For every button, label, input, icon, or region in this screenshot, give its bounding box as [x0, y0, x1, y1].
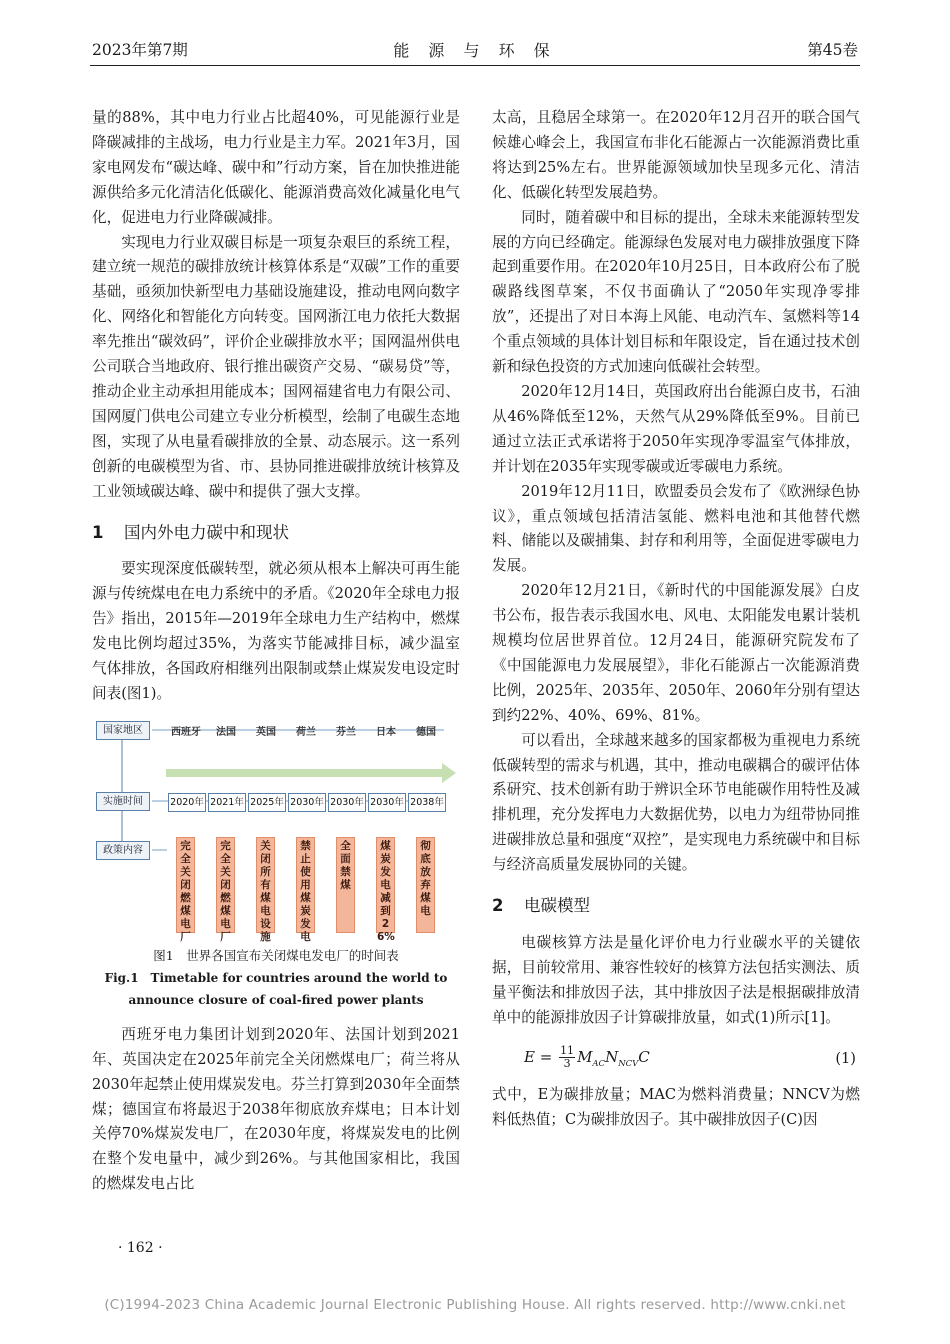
year-box: 2030年	[368, 793, 406, 812]
eq-lhs: E =	[524, 1047, 558, 1066]
paragraph: 可以看出，全球越来越多的国家都极为重视电力系统低碳转型的需求与机遇，其中，推动电碳耦合的碳评估体系研究、技术创新有助于辨识全环节电能碳作用特性及减排机理，充分发挥电力大数据优势，以电力为纽带协同推进碳排放总量和强度“双控”，是实现电力系统碳中和目标与经济高质量发展协同的关键。	[492, 731, 860, 874]
paragraph: 量的88%，其中电力行业占比超40%，可见能源行业是降碳减排的主战场，电力行业是主力军。2021年3月，国家电网发布“碳达峰、碳中和”行动方案，旨在加快推进能源供给多元化清洁化低碳化、能源消费高效化减量化电气化，促进电力行业降碳减排。	[92, 109, 460, 226]
country-label: 日本	[376, 726, 396, 738]
journal-issue: 2023年第7期	[92, 41, 188, 59]
eq-n: N	[605, 1047, 619, 1066]
paragraph: 太高，且稳居全球第一。在2020年12月召开的联合国气候雄心峰会上，我国宣布非化石能源占一次能源消费比重将达到25%左右。世界能源领域加快呈现多元化、清洁化、低碳化转型发展趋势。	[492, 109, 860, 201]
paragraph: 要实现深度低碳转型，就必须从根本上解决可再生能源与传统煤电在电力系统中的矛盾。《2020年全球电力报告》指出，2015年—2019年全球电力生产结构中，燃煤发电比例均超过35%，为落实节能减排目标，减少温室气体排放，各国政府相继列出限制或禁止煤炭发电设定时间表(图1)。	[92, 560, 460, 702]
policy-box: 关闭所有煤电设施	[256, 837, 275, 933]
year-box: 2025年	[248, 793, 286, 812]
country-label: 法国	[216, 726, 236, 738]
row-label-country: 国家地区	[96, 721, 150, 740]
equation-number: (1)	[835, 1049, 856, 1067]
year-box: 2030年	[328, 793, 366, 812]
country-label: 德国	[416, 726, 436, 738]
eq-m-sub: AC	[592, 1058, 606, 1069]
section-number: 2	[492, 896, 504, 916]
policy-box: 完全关闭燃煤电厂	[216, 837, 235, 933]
paragraph: 式中，E为碳排放量；MAC为燃料消费量；NNCV为燃料低热值；C为碳排放因子。其中碳排放因子(C)因	[492, 1085, 860, 1128]
country-label: 芬兰	[336, 726, 356, 738]
policy-box: 煤炭发电减到26%	[376, 837, 395, 933]
figure-lines	[92, 717, 460, 939]
figure-1	[92, 717, 460, 943]
eq-numerator: 11	[560, 1044, 575, 1058]
country-label: 西班牙	[171, 726, 201, 738]
country-label: 英国	[256, 726, 276, 738]
section-title: 国内外电力碳中和现状	[124, 522, 289, 542]
paragraph: 电碳核算方法是量化评价电力行业碳水平的关键依据，目前较常用、兼容性较好的核算方法包括实测法、质量平衡法和排放因子法，其中排放因子法是根据碳排放清单中的能源排放因子计算碳排放量，如式(1)所示[1]。	[492, 934, 860, 1026]
paragraph: 2020年12月14日，英国政府出台能源白皮书，石油从46%降低至12%，天然气从29%降低至9%。目前已通过立法正式承诺将于2050年实现净零温室气体排放，并计划在2035年实现零碳或近零碳电力系统。	[492, 382, 860, 475]
eq-n-sub: NCV	[618, 1058, 639, 1069]
eq-m: M	[577, 1047, 593, 1066]
paragraph: 同时，随着碳中和目标的提出，全球未来能源转型发展的方向已经确定。能源绿色发展对电力碳排放强度下降起到重要作用。在2020年10月25日，日本政府公布了脱碳路线图草案，不仅书面确认了“2050年实现净零排放”，还提出了对日本海上风能、电动汽车、氢燃料等14个重点领域的具体计划目标和年限设定，旨在通过技术创新和绿色投资的方式加速向低碳社会转型。	[492, 208, 860, 376]
paragraph: 实现电力行业双碳目标是一项复杂艰巨的系统工程，建立统一规范的碳排放统计核算体系是“双碳”工作的重要基础，亟须加快新型电力基础设施建设，推动电网向数字化、网络化和智能化方向转变。国网浙江电力依托大数据率先推出“碳效码”，评价企业碳排放水平；国网温州供电公司联合当地政府、银行推出碳资产交易、“碳易贷”等，推动企业主动承担用能成本；国网福建省电力有限公司、国网厦门供电公司建立专业分析模型，绘制了电碳生态地图，实现了从电量看碳排放的全景、动态展示。这一系列创新的电碳模型为省、市、县协同推进碳排放统计核算及工业领域碳达峰、碳中和提供了强大支撑。	[92, 233, 460, 500]
journal-title: 能 源 与 环 保	[393, 41, 557, 60]
section-number: 1	[92, 522, 104, 542]
year-box: 2021年	[208, 793, 246, 812]
policy-box: 全面禁煤	[336, 837, 355, 933]
section-title: 电碳模型	[524, 896, 590, 916]
copyright-footer: (C)1994-2023 China Academic Journal Electronic Publishing House. All rights reserved. http://www.cnki.net	[104, 1297, 846, 1313]
row-label-policy: 政策内容	[96, 841, 150, 860]
row-label-time: 实施时间	[96, 792, 150, 811]
country-label: 荷兰	[296, 726, 316, 738]
figure-caption-cn: 图1 世界各国宣布关闭煤电发电厂的时间表	[153, 947, 399, 963]
year-box: 2038年	[408, 793, 446, 812]
eq-c: C	[638, 1047, 650, 1066]
figure-caption-en: Fig.1 Timetable for countries around the world to	[104, 970, 448, 985]
journal-volume: 第45卷	[807, 41, 858, 59]
equation-1	[492, 1041, 860, 1077]
policy-box: 完全关闭燃煤电厂	[176, 837, 195, 933]
policy-box: 禁止使用煤炭发电	[296, 837, 315, 933]
right-column	[492, 106, 860, 1132]
left-column	[92, 106, 460, 1197]
eq-denominator: 3	[563, 1057, 571, 1071]
year-box: 2020年	[168, 793, 206, 812]
paragraph: 西班牙电力集团计划到2020年、法国计划到2021年、英国决定在2025年前完全关闭燃煤电厂；荷兰将从2030年起禁止使用煤炭发电。芬兰打算到2030年全面禁煤；德国宣布将最迟于2038年彻底放弃煤电；日本计划关停70%煤炭发电厂，在2030年度，将煤炭发电的比例在整个发电量中，减少到26%。与其他国家相比，我国的燃煤发电占比	[92, 1025, 460, 1193]
page-number: · 162 ·	[118, 1240, 163, 1256]
paragraph: 2019年12月11日，欧盟委员会发布了《欧洲绿色协议》，重点领域包括清洁氢能、燃料电池和其他替代燃料、储能以及碳捕集、封存和利用等，全面促进零碳电力发展。	[492, 482, 860, 575]
policy-box: 彻底放弃煤电	[416, 837, 435, 933]
year-box: 2030年	[288, 793, 326, 812]
equation-body	[524, 1045, 650, 1077]
header-rule	[90, 65, 860, 66]
paragraph: 2020年12月21日，《新时代的中国能源发展》白皮书公布，报告表示我国水电、风电、太阳能发电累计装机规模均位居世界首位。12月24日，能源研究院发布了《中国能源电力发展展望》，非化石能源占一次能源消费比例，2025年、2035年、2050年、2060年分别有望达到约22%、40%、69%、81%。	[492, 582, 860, 724]
section-heading-1	[92, 521, 460, 546]
section-heading-2	[492, 894, 860, 919]
eq-fraction	[559, 1045, 575, 1070]
figure-caption-en: announce closure of coal-fired power plants	[128, 992, 424, 1007]
